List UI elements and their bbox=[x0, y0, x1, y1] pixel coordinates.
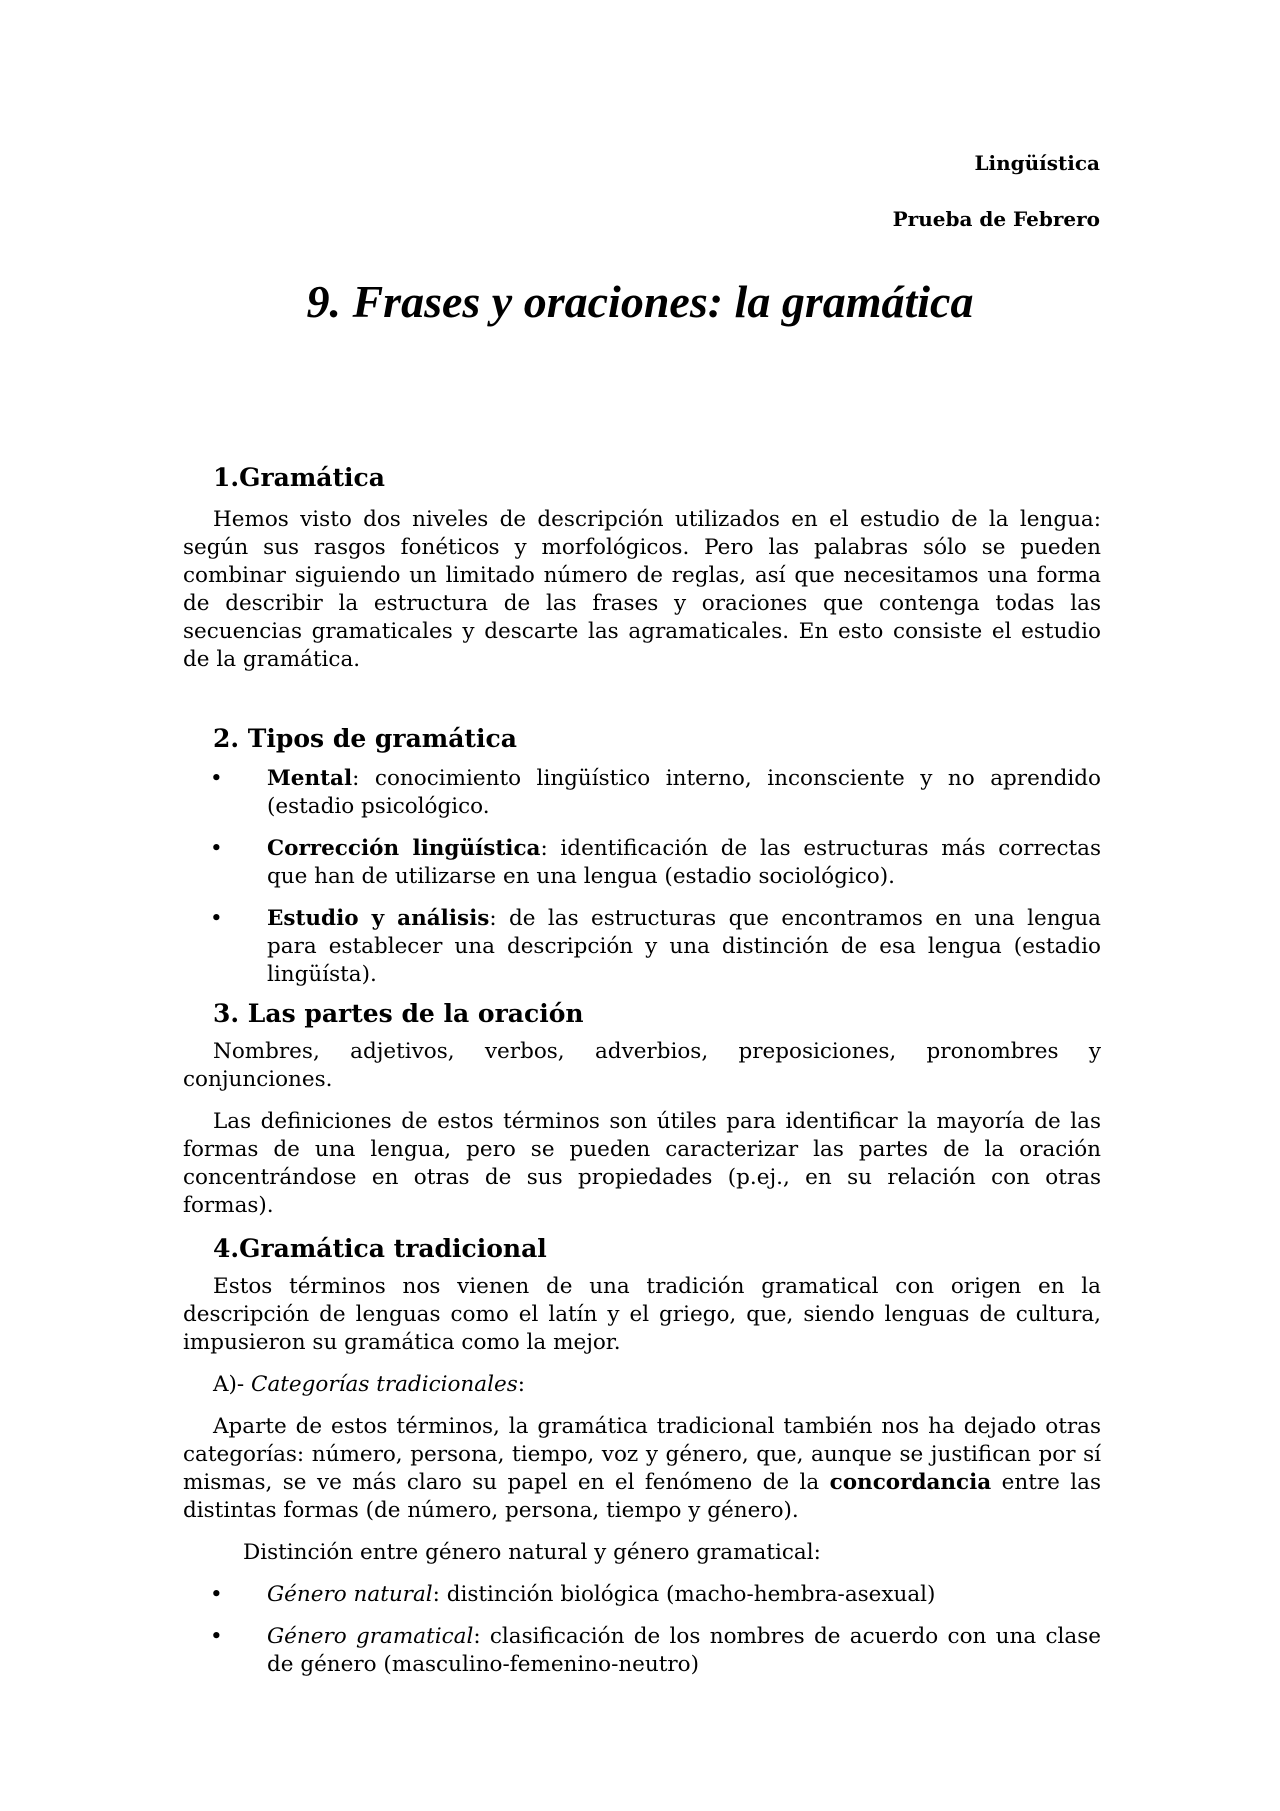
section-4-subheading bbox=[183, 1371, 1101, 1399]
section-4-paragraph-3: Distinción entre género natural y género gramatical: bbox=[243, 1540, 821, 1565]
list-item bbox=[183, 1581, 1101, 1609]
header-exam: Prueba de Febrero bbox=[892, 207, 1100, 231]
list-item-term: Mental bbox=[267, 766, 353, 791]
bullet-icon: • bbox=[210, 766, 223, 791]
subheading-suffix: : bbox=[517, 1372, 525, 1397]
section-4-paragraph-1: Estos términos nos vienen de una tradición gramatical con origen en la descripción de lenguas como el latín y el griego, que, siendo lenguas de cultura, impusieron su gramática como la mejor. bbox=[183, 1274, 1101, 1355]
bullet-icon: • bbox=[210, 836, 223, 861]
section-3-heading: 3. Las partes de la oración bbox=[213, 999, 584, 1028]
section-1-paragraph: Hemos visto dos niveles de descripción utilizados en el estudio de la lengua: según sus rasgos fonéticos y morfológicos. Pero las palabras sólo se pueden combinar siguiendo un limitado número de reglas, así que necesitamos una forma de describir la estructura de las frases y oraciones que contenga todas las secuencias gramaticales y descarte las agramaticales. En esto consiste el estudio de la gramática. bbox=[183, 507, 1101, 672]
list-item-desc: : conocimiento lingüístico interno, inconsciente y no aprendido (estadio psicológico. bbox=[267, 766, 1101, 819]
bullet-icon: • bbox=[210, 1624, 223, 1649]
list-item bbox=[183, 765, 1101, 821]
section-2-heading: 2. Tipos de gramática bbox=[213, 724, 517, 753]
paragraph-bold-term: concordancia bbox=[829, 1470, 992, 1495]
section-3-paragraph-2: Las definiciones de estos términos son útiles para identificar la mayoría de las formas de una lengua, pero se pueden caracterizar las partes de la oración concentrándose en otras de sus propiedades (p.ej., en su relación con otras formas). bbox=[183, 1109, 1101, 1218]
subheading-italic: Categorías tradicionales bbox=[251, 1372, 518, 1397]
list-item-desc: : clasificación de los nombres de acuerdo con una clase de género (masculino-femenino-neutro) bbox=[267, 1624, 1102, 1677]
document-body bbox=[183, 462, 1101, 1679]
paragraph-text-before: Aparte de estos términos, la gramática tradicional también nos ha dejado otras categorías: número, persona, tiempo, voz y género, que, aunque se justifican por sí mismas, se ve más claro su papel en el fenómeno de la bbox=[183, 1414, 1101, 1495]
bullet-icon: • bbox=[210, 906, 223, 931]
bullet-icon: • bbox=[210, 1582, 223, 1607]
list-item-desc: : identificación de las estructuras más correctas que han de utilizarse en una lengua (estadio sociológico). bbox=[267, 836, 1101, 889]
header-subject: Lingüística bbox=[974, 151, 1100, 175]
gender-types-list bbox=[183, 1581, 1101, 1679]
section-4-paragraph-2 bbox=[183, 1413, 1101, 1525]
list-item-term: Género natural bbox=[267, 1582, 433, 1607]
list-item bbox=[183, 1623, 1101, 1679]
list-item-term: Corrección lingüística bbox=[267, 836, 541, 861]
paragraph-text-after: entre las distintas formas (de número, persona, tiempo y género). bbox=[183, 1470, 1101, 1523]
page-title: 9. Frases y oraciones: la gramática bbox=[306, 276, 974, 327]
list-item-desc: : de las estructuras que encontramos en una lengua para establecer una descripción y una distinción de esa lengua (estadio lingüísta). bbox=[267, 906, 1101, 987]
list-item bbox=[183, 835, 1101, 891]
section-1-heading: 1.Gramática bbox=[213, 463, 385, 492]
list-item-term: Estudio y análisis bbox=[267, 906, 490, 931]
subheading-prefix: A)- bbox=[213, 1372, 252, 1397]
section-3-paragraph-1: Nombres, adjetivos, verbos, adverbios, preposiciones, pronombres y conjunciones. bbox=[183, 1039, 1101, 1092]
section-4-heading: 4.Gramática tradicional bbox=[213, 1234, 547, 1263]
list-item-desc: : distinción biológica (macho-hembra-asexual) bbox=[432, 1582, 936, 1607]
grammar-types-list bbox=[183, 765, 1101, 989]
list-item-term: Género gramatical bbox=[267, 1624, 474, 1649]
list-item bbox=[183, 905, 1101, 989]
